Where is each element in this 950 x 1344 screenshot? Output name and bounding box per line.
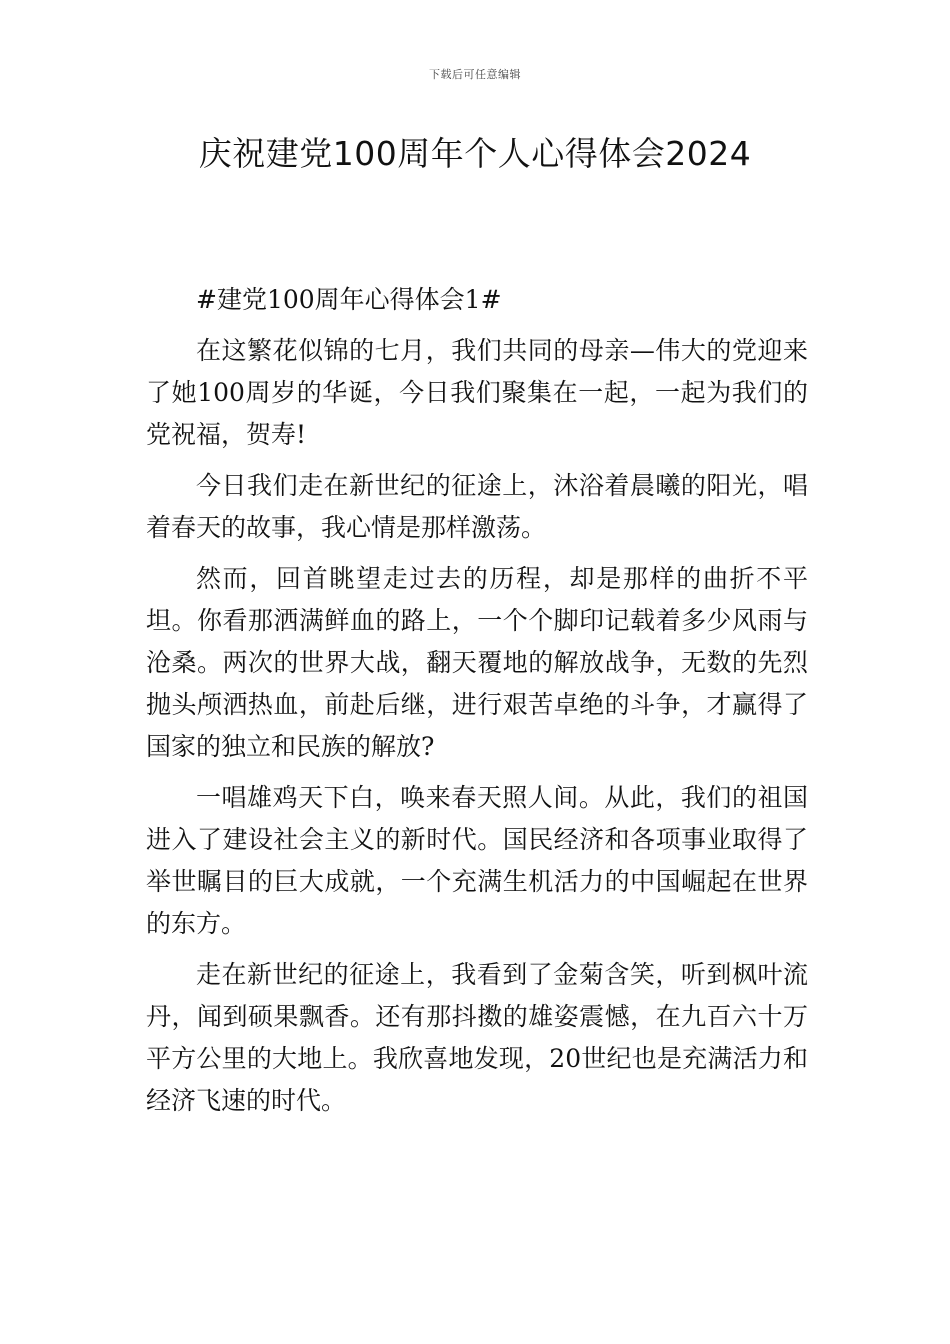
body-paragraph-5: 走在新世纪的征途上，我看到了金菊含笑，听到枫叶流丹，闻到硕果飘香。还有那抖擞的雄姿震憾，在九百六十万平方公里的大地上。我欣喜地发现，20世纪也是充满活力和经济飞速的时代。 [146, 960, 808, 1115]
body-paragraph-1: 在这繁花似锦的七月，我们共同的母亲—伟大的党迎来了她100周岁的华诞，今日我们聚集在一起，一起为我们的党祝福，贺寿! [146, 336, 808, 449]
body-paragraph-2: 今日我们走在新世纪的征途上，沐浴着晨曦的阳光，唱着春天的故事，我心情是那样激荡。 [146, 471, 808, 542]
document-title: 庆祝建党100周年个人心得体会2024 [198, 134, 752, 173]
body-paragraph-3: 然而，回首眺望走过去的历程，却是那样的曲折不平坦。你看那洒满鲜血的路上，一个个脚印记载着多少风雨与沧桑。两次的世界大战，翻天覆地的解放战争，无数的先烈抛头颅洒热血，前赴后继，进行艰苦卓绝的斗争，才赢得了国家的独立和民族的解放? [146, 564, 808, 761]
header-note: 下载后可任意编辑 [429, 68, 521, 81]
body-paragraph-4: 一唱雄鸡天下白，唤来春天照人间。从此，我们的祖国进入了建设社会主义的新时代。国民经济和各项事业取得了举世瞩目的巨大成就，一个充满生机活力的中国崛起在世界的东方。 [146, 783, 808, 938]
document-body [146, 279, 808, 1131]
section-subheading: #建党100周年心得体会1# [196, 285, 502, 314]
